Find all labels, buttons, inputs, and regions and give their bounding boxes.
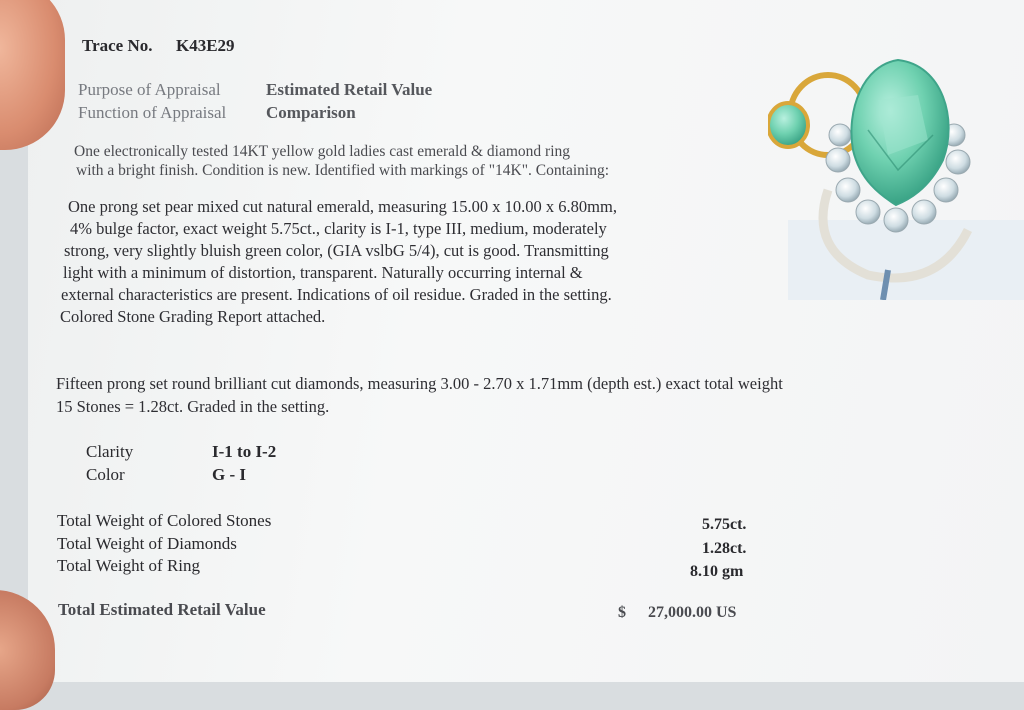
ring-description-line: with a bright finish. Condition is new. Identified with markings of "14K". Containing: [76, 162, 610, 179]
clarity-value: I-1 to I-2 [212, 442, 277, 461]
appraisal-document [28, 0, 1024, 682]
retail-value: 27,000.00 US [648, 604, 737, 621]
total-ring-label: Total Weight of Ring [57, 556, 201, 575]
total-diamonds-label: Total Weight of Diamonds [57, 534, 237, 553]
diamond-description-line: Fifteen prong set round brilliant cut diamonds, measuring 3.00 - 2.70 x 1.71mm (depth est.) exact total weight [56, 374, 783, 393]
trace-number: K43E29 [176, 36, 235, 55]
total-ring-value: 8.10 gm [690, 563, 744, 580]
total-diamonds-value: 1.28ct. [702, 540, 747, 557]
ring-description-line: One electronically tested 14KT yellow gold ladies cast emerald & diamond ring [74, 143, 570, 160]
purpose-value: Estimated Retail Value [266, 80, 433, 99]
diamond-description-line: 15 Stones = 1.28ct. Graded in the setting. [56, 397, 330, 416]
diamond-description [56, 372, 783, 418]
function-value: Comparison [266, 103, 356, 122]
emerald-description-line: external characteristics are present. Indications of oil residue. Graded in the setting. [61, 285, 612, 304]
clarity-label: Clarity [86, 442, 134, 461]
emerald-description-line: light with a minimum of distortion, transparent. Naturally occurring internal & [63, 263, 583, 282]
trace-label: Trace No. [82, 36, 153, 55]
purpose-label: Purpose of Appraisal [78, 80, 221, 99]
emerald-description [60, 196, 617, 328]
total-colored-label: Total Weight of Colored Stones [57, 511, 272, 530]
emerald-description-line: One prong set pear mixed cut natural emerald, measuring 15.00 x 10.00 x 6.80mm, [68, 197, 617, 216]
emerald-description-line: 4% bulge factor, exact weight 5.75ct., clarity is I-1, type III, medium, moderately [70, 219, 607, 238]
color-label: Color [86, 465, 125, 484]
ring-description [74, 142, 609, 180]
total-colored-value: 5.75ct. [702, 516, 747, 533]
emerald-description-line: Colored Stone Grading Report attached. [60, 307, 326, 326]
retail-value-label: Total Estimated Retail Value [58, 600, 266, 619]
emerald-description-line: strong, very slightly bluish green color, (GIA vslbG 5/4), cut is good. Transmitting [64, 241, 609, 260]
color-value: G - I [212, 465, 246, 484]
function-label: Function of Appraisal [78, 103, 227, 122]
emerald-diamond-ring-photo [768, 40, 1024, 300]
retail-currency: $ [618, 604, 626, 621]
